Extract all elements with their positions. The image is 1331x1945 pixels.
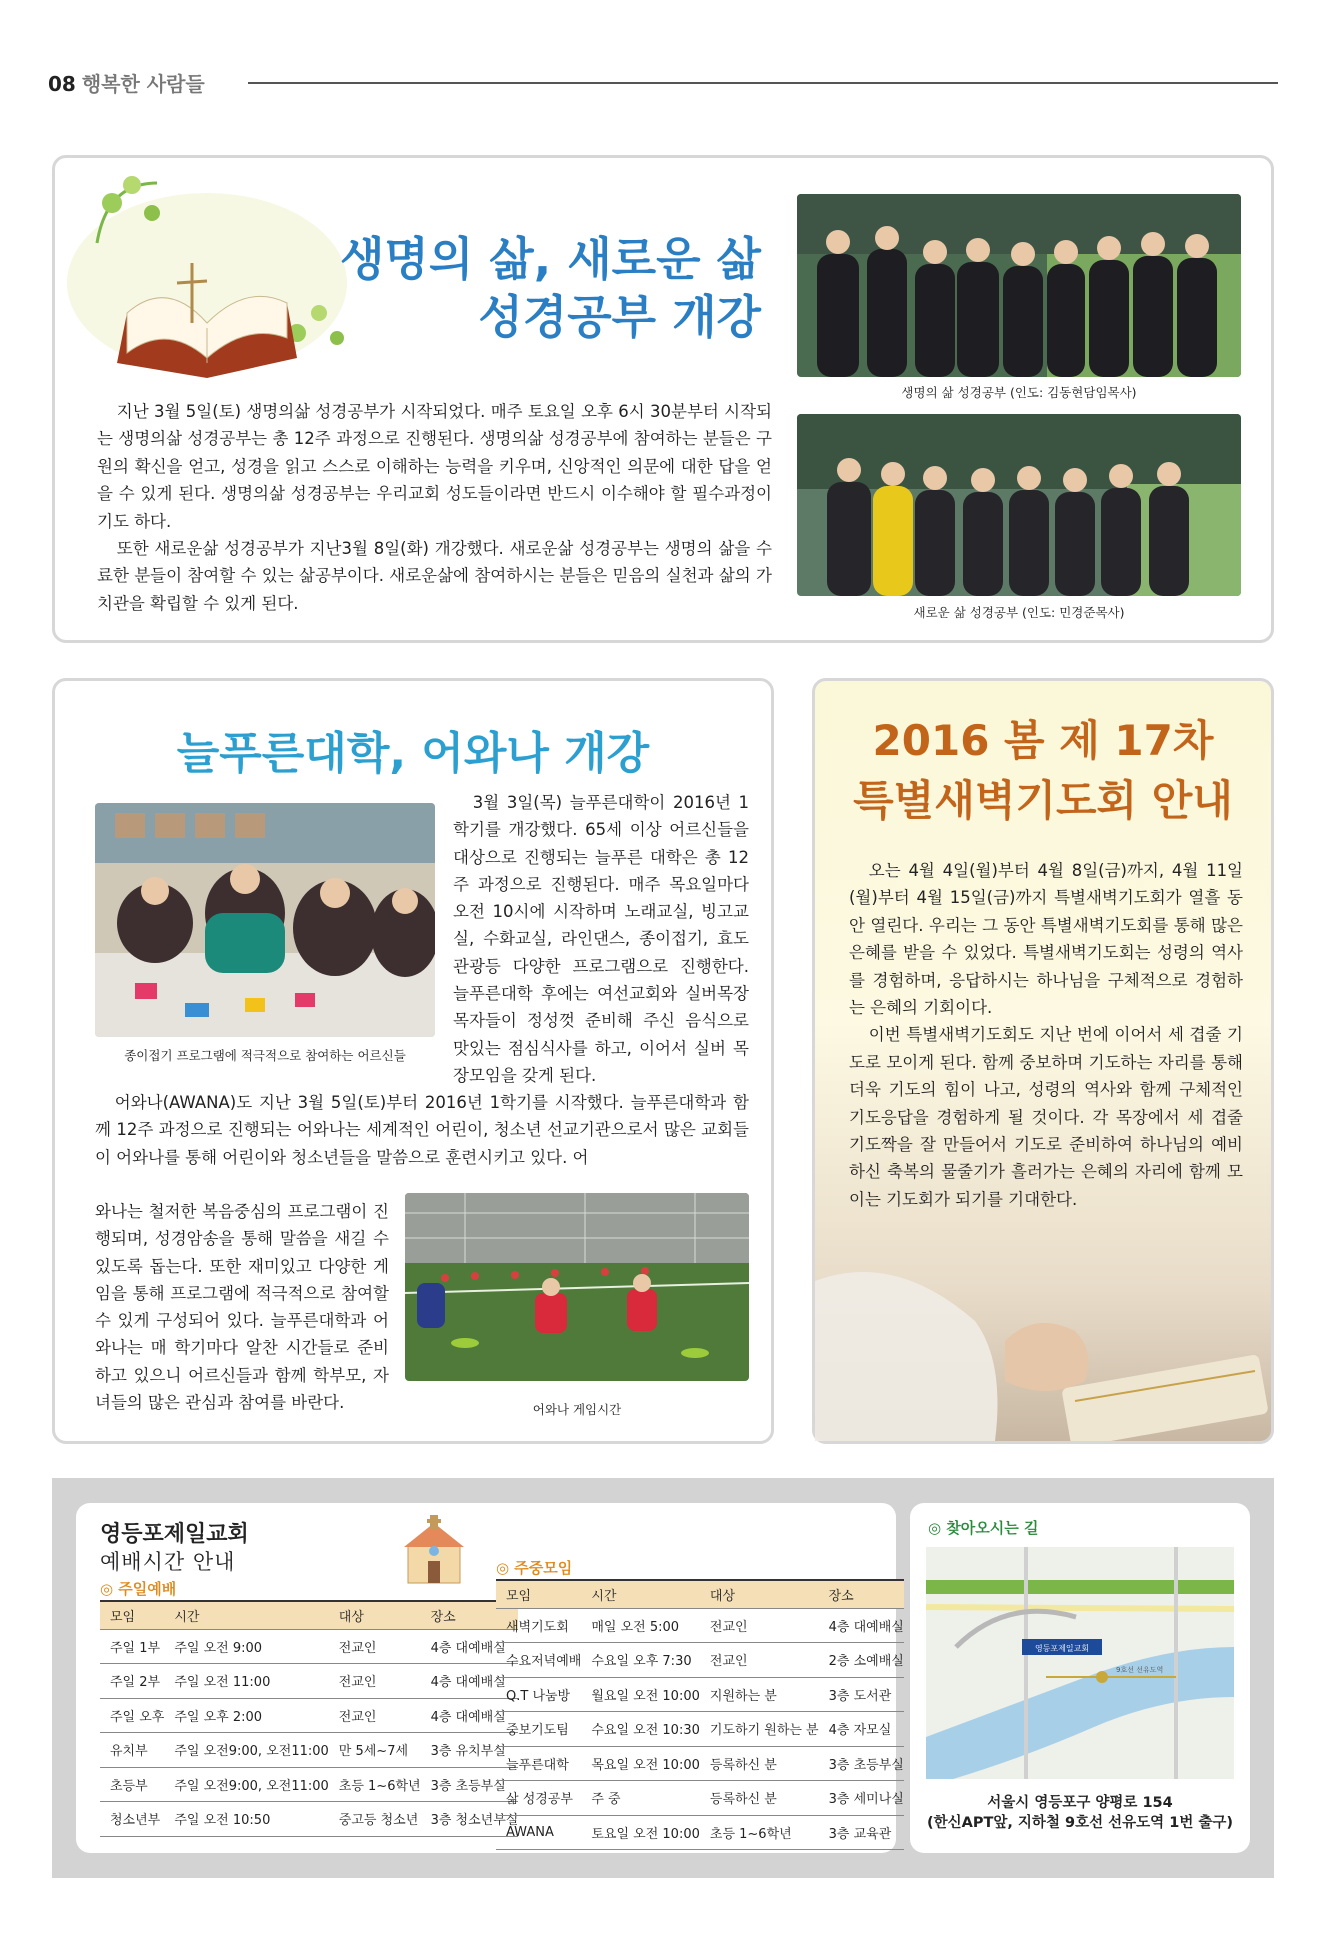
table-header: 장소 — [819, 1580, 904, 1608]
table-cell: 초등 1~6학년 — [700, 1815, 819, 1850]
table-cell: 초등부 — [100, 1767, 164, 1802]
table-cell: 전교인 — [329, 1698, 421, 1733]
map-station-marker: 9호선 선유도역 — [1116, 1666, 1164, 1674]
table-row — [496, 1712, 904, 1747]
table-cell: 4층 대예배실 — [819, 1608, 904, 1643]
article-bible-study — [52, 155, 1274, 643]
article1-title: 생명의 삶, 새로운 삶 성경공부 개강 — [339, 232, 761, 344]
table-row — [496, 1815, 904, 1850]
page-header — [48, 68, 1278, 98]
praying-hands-image — [815, 1221, 1271, 1441]
table-cell: 토요일 오전 10:00 — [581, 1815, 700, 1850]
table-header: 시간 — [581, 1580, 700, 1608]
photo-caption-3: 종이접기 프로그램에 적극적으로 참여하는 어르신들 — [124, 1048, 406, 1063]
table-cell: 주일 1부 — [100, 1629, 164, 1664]
table-cell: 중보기도팀 — [496, 1712, 581, 1747]
table-cell: 매일 오전 5:00 — [581, 1608, 700, 1643]
table-cell: 3층 도서관 — [819, 1677, 904, 1712]
church-address: 서울시 영등포구 양평로 154 (한신APT앞, 지하철 9호선 선유도역 1번 출구) — [926, 1795, 1234, 1831]
table-row — [100, 1802, 518, 1837]
table-cell: 주일 오전 10:50 — [164, 1802, 328, 1837]
article3-title: 2016 봄 제 17차 특별새벽기도회 안내 — [853, 716, 1233, 825]
table-cell: 주일 오후 — [100, 1698, 164, 1733]
header-rule — [248, 82, 1278, 84]
photo-awana-game — [405, 1193, 749, 1381]
table-cell: 전교인 — [329, 1664, 421, 1699]
photo-paper-folding — [95, 803, 435, 1037]
table-cell: 3층 초등부실 — [421, 1767, 519, 1802]
table-cell: 지원하는 분 — [700, 1677, 819, 1712]
section-name: 행복한 사람들 — [81, 72, 205, 96]
table-cell: 4층 대예배실 — [421, 1698, 519, 1733]
table-cell: 목요일 오전 10:00 — [581, 1746, 700, 1781]
article3-body: 오는 4월 4일(월)부터 4월 8일(금)까지, 4월 11일(월)부터 4월 15일(금)까지 특별새벽기도회가 열흘 동안 열린다. 우리는 그 동안 특별새벽기도회를 통해 많은 은혜를 받을 수 있었다. 특별새벽기도회는 성령의 역사를 경험하며, 응답하시는 하나님을 구체적으로 경험하는 은혜의 기회이다. 이번 특별새벽기도회도 지난 번에 이어서 세 겹줄 기도로 모이게 된다. 함께 중보하며 기도하는 자리를 통해 더욱 기도의 힘이 나고, 성령의 역사와 함께 구체적인 기도응답을 경험하게 될 것이다. 각 목장에서 세 겹줄 기도짝을 잘 만들어서 기도로 준비하여 하나님의 예비하신 축복의 물줄기가 흘러가는 은혜의 자리에 함께 모이는 기도회가 되기를 기대한다. — [849, 861, 1243, 1209]
table-cell: 3층 초등부실 — [819, 1746, 904, 1781]
church-icon — [394, 1515, 474, 1585]
table-row — [100, 1767, 518, 1802]
worship-heading: 예배시간 안내 — [100, 1550, 236, 1574]
photo-life-study-group — [797, 194, 1241, 377]
article2-para1: 3월 3일(목) 늘푸른대학이 2016년 1학기를 개강했다. 65세 이상 어르신들을 대상으로 진행되는 늘푸른 대학은 총 12주 과정으로 진행된다. 매주 목요일마다 오전 10시에 시작하며 노래교실, 빙고교실, 수화교실, 라인댄스, 종이접기, 효도관광등 다양한 프로그램으로 진행한다. 늘푸른대학 후에는 여선교회와 실버목장 목자들이 정성껏 준비해 주신 음식으로 맛있는 점심식사를 하고, 이어서 실버 목장모임을 갖게 된다. — [453, 793, 749, 1085]
table-cell: 4층 대예배실 — [421, 1629, 519, 1664]
article2-title: 늘푸른대학, 어와나 개강 — [176, 728, 650, 779]
table-cell: 주일 오전9:00, 오전11:00 — [164, 1733, 328, 1768]
article1-body: 지난 3월 5일(토) 생명의삶 성경공부가 시작되었다. 매주 토요일 오후 6시 30분부터 시작되는 생명의삶 성경공부는 총 12주 과정으로 진행된다. 생명의삶 성경공부에 참여하는 분들은 구원의 확신을 얻고, 성경을 읽고 스스로 이해하는 능력을 키우며, 신앙적인 의문에 대한 답을 얻을 수 있게 된다. 생명의삶 성경공부는 우리교회 성도들이라면 반드시 이수해야 할 필수과정이기도 하다. 또한 새로운삶 성경공부가 지난3월 8일(화) 개강했다. 새로운삶 성경공부는 생명의 삶을 수료한 분들이 참여할 수 있는 삶공부이다. 새로운삶에 참여하시는 분들은 믿음의 실천과 삶의 가치관을 확립할 수 있게 된다. — [97, 402, 772, 613]
table-cell: 수요일 오후 7:30 — [581, 1643, 700, 1678]
table-row — [496, 1677, 904, 1712]
table-row — [496, 1608, 904, 1643]
location-map — [926, 1547, 1234, 1779]
article2-para3: 와나는 철저한 복음중심의 프로그램이 진행되며, 성경암송을 통해 말씀을 새길 수 있도록 돕는다. 또한 재미있고 다양한 게임을 통해 프로그램에 적극적으로 참여할 수 있게 구성되어 있다. 늘푸른대학과 어와나는 매 학기마다 알찬 시간들로 준비하고 있으니 어르신들과 함께 학부모, 자녀들의 많은 관심과 참여를 바란다. — [95, 1202, 389, 1413]
table-header: 대상 — [700, 1580, 819, 1608]
table-cell: 주일 오전9:00, 오전11:00 — [164, 1767, 328, 1802]
table-cell: 주일 오전 11:00 — [164, 1664, 328, 1699]
table-row — [100, 1733, 518, 1768]
table-header: 대상 — [329, 1601, 421, 1629]
photo-caption-4: 어와나 게임시간 — [532, 1402, 622, 1417]
table-row — [496, 1643, 904, 1678]
table-cell: 새벽기도회 — [496, 1608, 581, 1643]
table-cell: 3층 청소년부실 — [421, 1802, 519, 1837]
table-cell: 주일 오후 2:00 — [164, 1698, 328, 1733]
sunday-table — [100, 1600, 518, 1837]
table-header: 모임 — [100, 1601, 164, 1629]
table-cell: 수요일 오전 10:30 — [581, 1712, 700, 1747]
sunday-label: ◎ 주일예배 — [100, 1580, 177, 1598]
table-cell: 주 중 — [581, 1781, 700, 1816]
photo-caption-1: 생명의 삶 성경공부 (인도: 김동현담임목사) — [901, 385, 1137, 400]
table-cell: 3층 교육관 — [819, 1815, 904, 1850]
photo-caption-2: 새로운 삶 성경공부 (인도: 민경준목사) — [913, 605, 1125, 620]
table-cell: 4층 대예배실 — [421, 1664, 519, 1699]
table-header: 장소 — [421, 1601, 519, 1629]
weekday-table — [496, 1579, 904, 1850]
table-header: 모임 — [496, 1580, 581, 1608]
table-cell: 전교인 — [700, 1643, 819, 1678]
directions-label: ◎ 찾아오시는 길 — [928, 1519, 1039, 1537]
table-cell: 청소년부 — [100, 1802, 164, 1837]
article2-para2: 어와나(AWANA)도 지난 3월 5일(토)부터 2016년 1학기를 시작했다. 늘푸른대학과 함께 12주 과정으로 진행되는 어와나는 세계적인 어린이, 청소년 선교기관으로서 많은 교회들이 어와나를 통해 어린이와 청소년들을 말씀으로 훈련시키고 있다. 어 — [95, 1093, 749, 1167]
table-cell: 중고등 청소년 — [329, 1802, 421, 1837]
table-cell: 유치부 — [100, 1733, 164, 1768]
table-cell: Q.T 나눔방 — [496, 1677, 581, 1712]
table-row — [100, 1664, 518, 1699]
table-cell: 등록하신 분 — [700, 1746, 819, 1781]
table-cell: 4층 자모실 — [819, 1712, 904, 1747]
article-university-awana — [52, 678, 774, 1444]
directions-card — [910, 1503, 1250, 1853]
table-cell: 2층 소예배실 — [819, 1643, 904, 1678]
photo-new-life-study-group — [797, 414, 1241, 596]
table-cell: 주일 오전 9:00 — [164, 1629, 328, 1664]
page-number: 08 — [48, 72, 76, 96]
table-cell: 기도하기 원하는 분 — [700, 1712, 819, 1747]
weekday-label: ◎ 주중모임 — [496, 1559, 573, 1577]
table-cell: 전교인 — [329, 1629, 421, 1664]
table-row — [100, 1629, 518, 1664]
church-name: 영등포제일교회 — [100, 1522, 249, 1547]
article-dawn-prayer — [812, 678, 1274, 1444]
table-cell: 등록하신 분 — [700, 1781, 819, 1816]
table-cell: AWANA — [496, 1815, 581, 1850]
table-cell: 늘푸른대학 — [496, 1746, 581, 1781]
table-row — [496, 1746, 904, 1781]
table-cell: 3층 세미나실 — [819, 1781, 904, 1816]
table-row — [100, 1698, 518, 1733]
table-cell: 전교인 — [700, 1608, 819, 1643]
table-cell: 삶 성경공부 — [496, 1781, 581, 1816]
table-cell: 3층 유치부실 — [421, 1733, 519, 1768]
bible-illustration — [57, 163, 377, 393]
table-cell: 수요저녁예배 — [496, 1643, 581, 1678]
table-cell: 만 5세~7세 — [329, 1733, 421, 1768]
table-header: 시간 — [164, 1601, 328, 1629]
table-cell: 월요일 오전 10:00 — [581, 1677, 700, 1712]
table-cell: 주일 2부 — [100, 1664, 164, 1699]
map-church-marker: 영등포제일교회 — [1034, 1644, 1090, 1653]
info-panel — [52, 1478, 1274, 1878]
table-row — [496, 1781, 904, 1816]
table-cell: 초등 1~6학년 — [329, 1767, 421, 1802]
worship-schedule-card — [76, 1503, 904, 1853]
